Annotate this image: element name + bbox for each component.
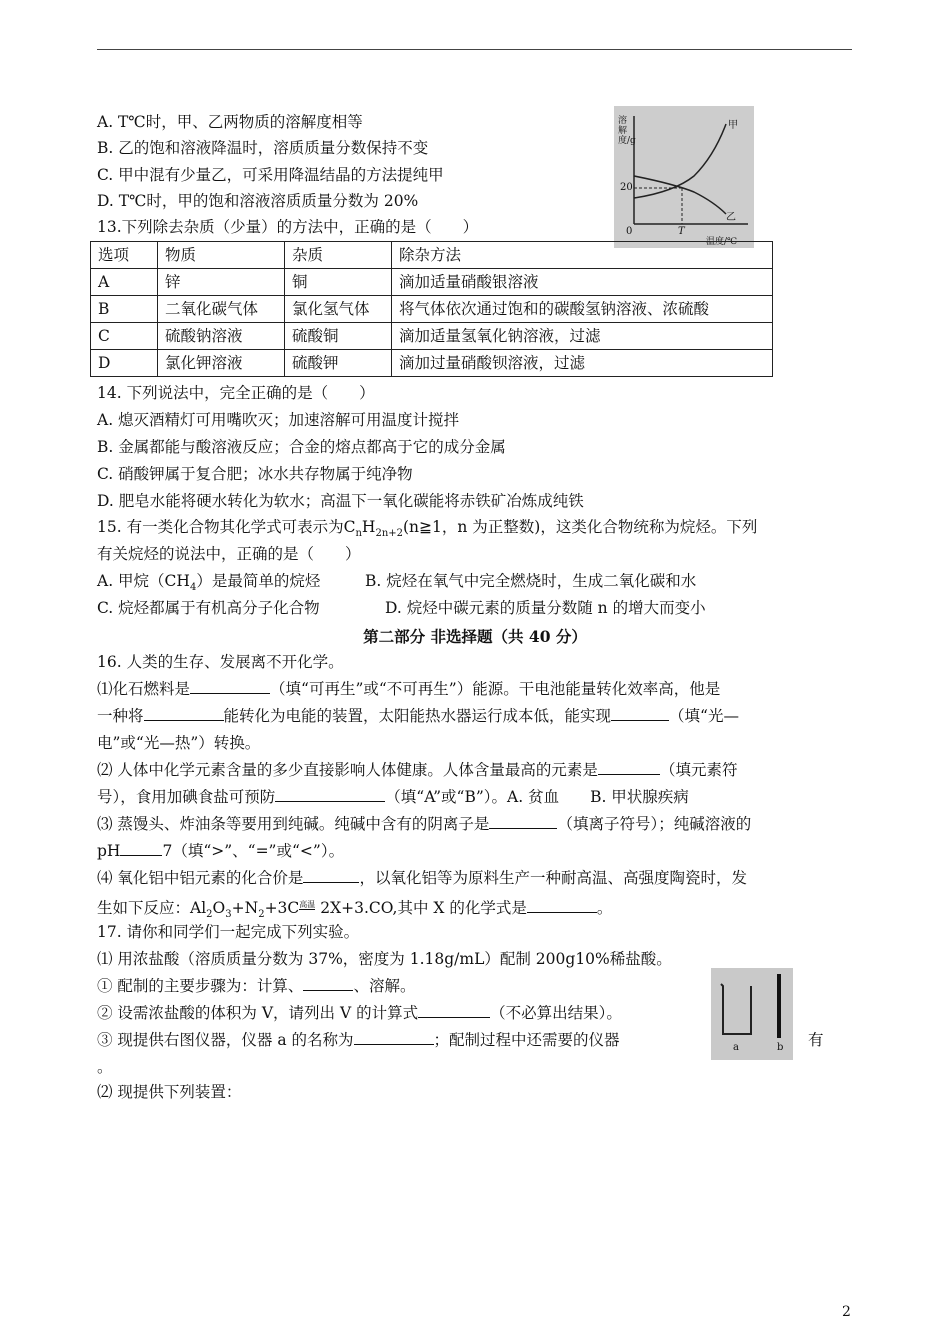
text-segment: 、溶解。 — [353, 977, 416, 995]
answer-blank[interactable] — [303, 976, 353, 991]
text-segment: （不必算出结果）。 — [490, 1004, 622, 1022]
q14-option-c: C. 硝酸钾属于复合肥；冰水共存物属于纯净物 — [97, 465, 413, 483]
q12-option-a: A. T℃时，甲、乙两物质的溶解度相等 — [97, 113, 363, 131]
text-segment: ① 配制的主要步骤为：计算、 — [97, 977, 304, 995]
table-row — [91, 269, 773, 296]
text-segment: +3C — [264, 899, 300, 917]
graph-curve-a-label: 甲 — [728, 120, 738, 131]
instrument-b-label: b — [777, 1042, 784, 1053]
header-rule — [97, 49, 852, 50]
q16-p3-line2 — [97, 841, 344, 861]
table-cell: 滴加适量硝酸银溶液 — [392, 269, 773, 296]
text-segment: 能转化为电能的装置，太阳能热水器运行成本低，能实现 — [223, 707, 612, 725]
solubility-graph — [614, 106, 754, 248]
text-segment: pH — [97, 842, 121, 860]
q16-p2-line2 — [97, 787, 689, 807]
text-segment: （填“光— — [669, 707, 739, 725]
graph-origin: 0 — [626, 226, 633, 237]
q14-stem: 14. 下列说法中，完全正确的是（ ） — [97, 384, 375, 402]
table-cell: B — [91, 296, 158, 323]
q15-stem-a: 15. 有一类化合物其化学式可表示为 — [97, 518, 344, 536]
text-segment: 2X+3.CO,其中 X 的化学式是 — [315, 899, 527, 917]
text-segment: ⑵ 人体中化学元素含量的多少直接影响人体健康。人体含量最高的元素是 — [97, 761, 598, 779]
q14-option-a: A. 熄灭酒精灯可用嘴吹灭；加速溶解可用温度计搅拌 — [97, 411, 460, 429]
text-segment: （填“A”或“B”）。A. 贫血 B. 甲状腺疾病 — [385, 788, 689, 806]
q15-option-b: B. 烷烃在氧气中完全燃烧时，生成二氧化碳和水 — [365, 572, 697, 590]
q15-stem-line2: 有关烷烃的说法中，正确的是（ ） — [97, 545, 361, 563]
instrument-a-label: a — [733, 1042, 739, 1053]
q13-stem: 13.下列除去杂质（少量）的方法中，正确的是（ ） — [97, 218, 479, 236]
q16-p1-line3: 电”或“光—热”）转换。 — [97, 734, 261, 752]
q15-a-sub: 4 — [189, 582, 197, 594]
q14-option-d: D. 肥皂水能将硬水转化为软水；高温下一氧化碳能将赤铁矿冶炼成纯铁 — [97, 492, 584, 510]
answer-blank[interactable] — [418, 1003, 490, 1018]
q15-stem-line1 — [97, 517, 757, 544]
answer-blank[interactable] — [527, 898, 597, 913]
answer-blank[interactable] — [611, 706, 669, 721]
q17-p2: ⑵ 现提供下列装置： — [97, 1083, 242, 1101]
page-number: 2 — [842, 1304, 851, 1320]
table-cell: 硫酸钠溶液 — [158, 323, 285, 350]
answer-blank[interactable] — [144, 706, 224, 721]
q16-p1-line2 — [97, 706, 739, 726]
graph-x-label: 温度/℃ — [706, 237, 738, 247]
table-header: 选项 — [91, 242, 158, 269]
q12-option-d: D. T℃时，甲的饱和溶液溶质质量分数为 20% — [97, 192, 419, 210]
formula-h: H — [361, 518, 376, 536]
text-segment: 。 — [596, 899, 613, 917]
text-segment: ⑶ 蒸馒头、炸油条等要用到纯碱。纯碱中含有的阴离子是 — [97, 815, 490, 833]
q17-step1 — [97, 976, 415, 996]
q17-stem: 17. 请你和同学们一起完成下列实验。 — [97, 923, 360, 941]
reaction-condition: 高温 — [299, 900, 316, 909]
q16-p4-line2 — [97, 895, 612, 925]
table-cell: 滴加过量硝酸钡溶液，过滤 — [392, 350, 773, 377]
q17-step3-end: 。 — [97, 1058, 113, 1076]
text-segment: +N — [231, 899, 259, 917]
text-segment: ② 设需浓盐酸的体积为 V，请列出 V 的计算式 — [97, 1004, 419, 1022]
table-header: 物质 — [158, 242, 285, 269]
q16-p3-line1 — [97, 814, 751, 834]
q15-option-c: C. 烷烃都属于有机高分子化合物 — [97, 599, 320, 617]
table-cell: 滴加适量氢氧化钠溶液，过滤 — [392, 323, 773, 350]
text-segment: O — [212, 899, 226, 917]
answer-blank[interactable] — [598, 760, 660, 775]
q16-stem: 16. 人类的生存、发展离不开化学。 — [97, 653, 344, 671]
subscript: 2 — [258, 909, 265, 921]
text-segment: ，以氧化铝等为原料生产一种耐高温、高强度陶瓷时，发 — [359, 869, 747, 887]
q16-p4-line1 — [97, 868, 747, 888]
q17-step3-tail: 有 — [808, 1031, 824, 1049]
formula-n: n — [355, 528, 362, 540]
table-cell: D — [91, 350, 158, 377]
table-cell: 氯化氢气体 — [285, 296, 392, 323]
text-segment: 生如下反应：Al — [97, 899, 207, 917]
table-header: 杂质 — [285, 242, 392, 269]
formula-sub: 2n+2 — [375, 528, 403, 540]
table-cell: A — [91, 269, 158, 296]
text-segment: （填离子符号）；纯碱溶液的 — [557, 815, 752, 833]
answer-blank[interactable] — [354, 1030, 434, 1045]
text-segment: （填“可再生”或“不可再生”）能源。干电池能量转化效率高，他是 — [270, 680, 721, 698]
section-title: 第二部分 非选择题（共 40 分） — [363, 627, 587, 646]
q16-p1-line1 — [97, 679, 720, 699]
text-segment: （填元素符 — [659, 761, 738, 779]
table-header: 除杂方法 — [392, 242, 773, 269]
text-segment: ③ 现提供右图仪器，仪器 a 的名称为 — [97, 1031, 354, 1049]
subscript: 2 — [206, 909, 213, 921]
graph-y-label: 溶解度/g — [618, 116, 636, 146]
text-segment: 7（填“>”、“=”或“<”）。 — [162, 842, 345, 860]
instruments-image — [711, 968, 793, 1060]
q17-p1: ⑴ 用浓盐酸（溶质质量分数为 37%，密度为 1.18g/mL）配制 200g10%稀盐酸。 — [97, 950, 672, 968]
answer-blank[interactable] — [120, 841, 162, 856]
subscript: 3 — [225, 909, 232, 921]
table-cell: 将气体依次通过饱和的碳酸氢钠溶液、浓硫酸 — [392, 296, 773, 323]
answer-blank[interactable] — [489, 814, 557, 829]
q15-a-post: ）是最简单的烷烃 — [196, 572, 321, 590]
table-row — [91, 350, 773, 377]
q15-option-a — [97, 571, 320, 598]
q15-stem-b: (n≧1，n 为正整数)，这类化合物统称为烷烃。下列 — [403, 518, 758, 536]
q15-a-pre: A. 甲烷（CH — [97, 572, 190, 590]
table-cell: 硫酸钾 — [285, 350, 392, 377]
text-segment: ⑷ 氧化铝中铝元素的化合价是 — [97, 869, 304, 887]
q17-step2 — [97, 1003, 622, 1023]
table-row — [91, 323, 773, 350]
q12-option-b: B. 乙的饱和溶液降温时，溶质质量分数保持不变 — [97, 139, 429, 157]
answer-blank[interactable] — [190, 679, 270, 694]
table-cell: 锌 — [158, 269, 285, 296]
table-row — [91, 296, 773, 323]
table-cell: 铜 — [285, 269, 392, 296]
answer-blank[interactable] — [303, 868, 359, 883]
table-cell: C — [91, 323, 158, 350]
q17-step3 — [97, 1030, 620, 1050]
table-header-row — [91, 242, 773, 269]
answer-blank[interactable] — [275, 787, 385, 802]
text-segment: 号），食用加碘食盐可预防 — [97, 788, 276, 806]
q12-option-c: C. 甲中混有少量乙，可采用降温结晶的方法提纯甲 — [97, 166, 444, 184]
table-cell: 氯化钾溶液 — [158, 350, 285, 377]
q14-option-b: B. 金属都能与酸溶液反应；合金的熔点都高于它的成分金属 — [97, 438, 506, 456]
graph-curve-b-label: 乙 — [726, 212, 736, 223]
formula-c: C — [343, 518, 356, 536]
text-segment: 一种将 — [97, 707, 144, 725]
graph-y-tick: 20 — [620, 182, 633, 193]
table-cell: 硫酸铜 — [285, 323, 392, 350]
text-segment: ⑴化石燃料是 — [97, 680, 191, 698]
q15-option-d: D. 烷烃中碳元素的质量分数随 n 的增大而变小 — [385, 599, 706, 617]
graph-x-tick: T — [678, 226, 685, 237]
q16-p2-line1 — [97, 760, 737, 780]
q13-table — [90, 241, 773, 377]
table-cell: 二氧化碳气体 — [158, 296, 285, 323]
text-segment: ；配制过程中还需要的仪器 — [433, 1031, 620, 1049]
